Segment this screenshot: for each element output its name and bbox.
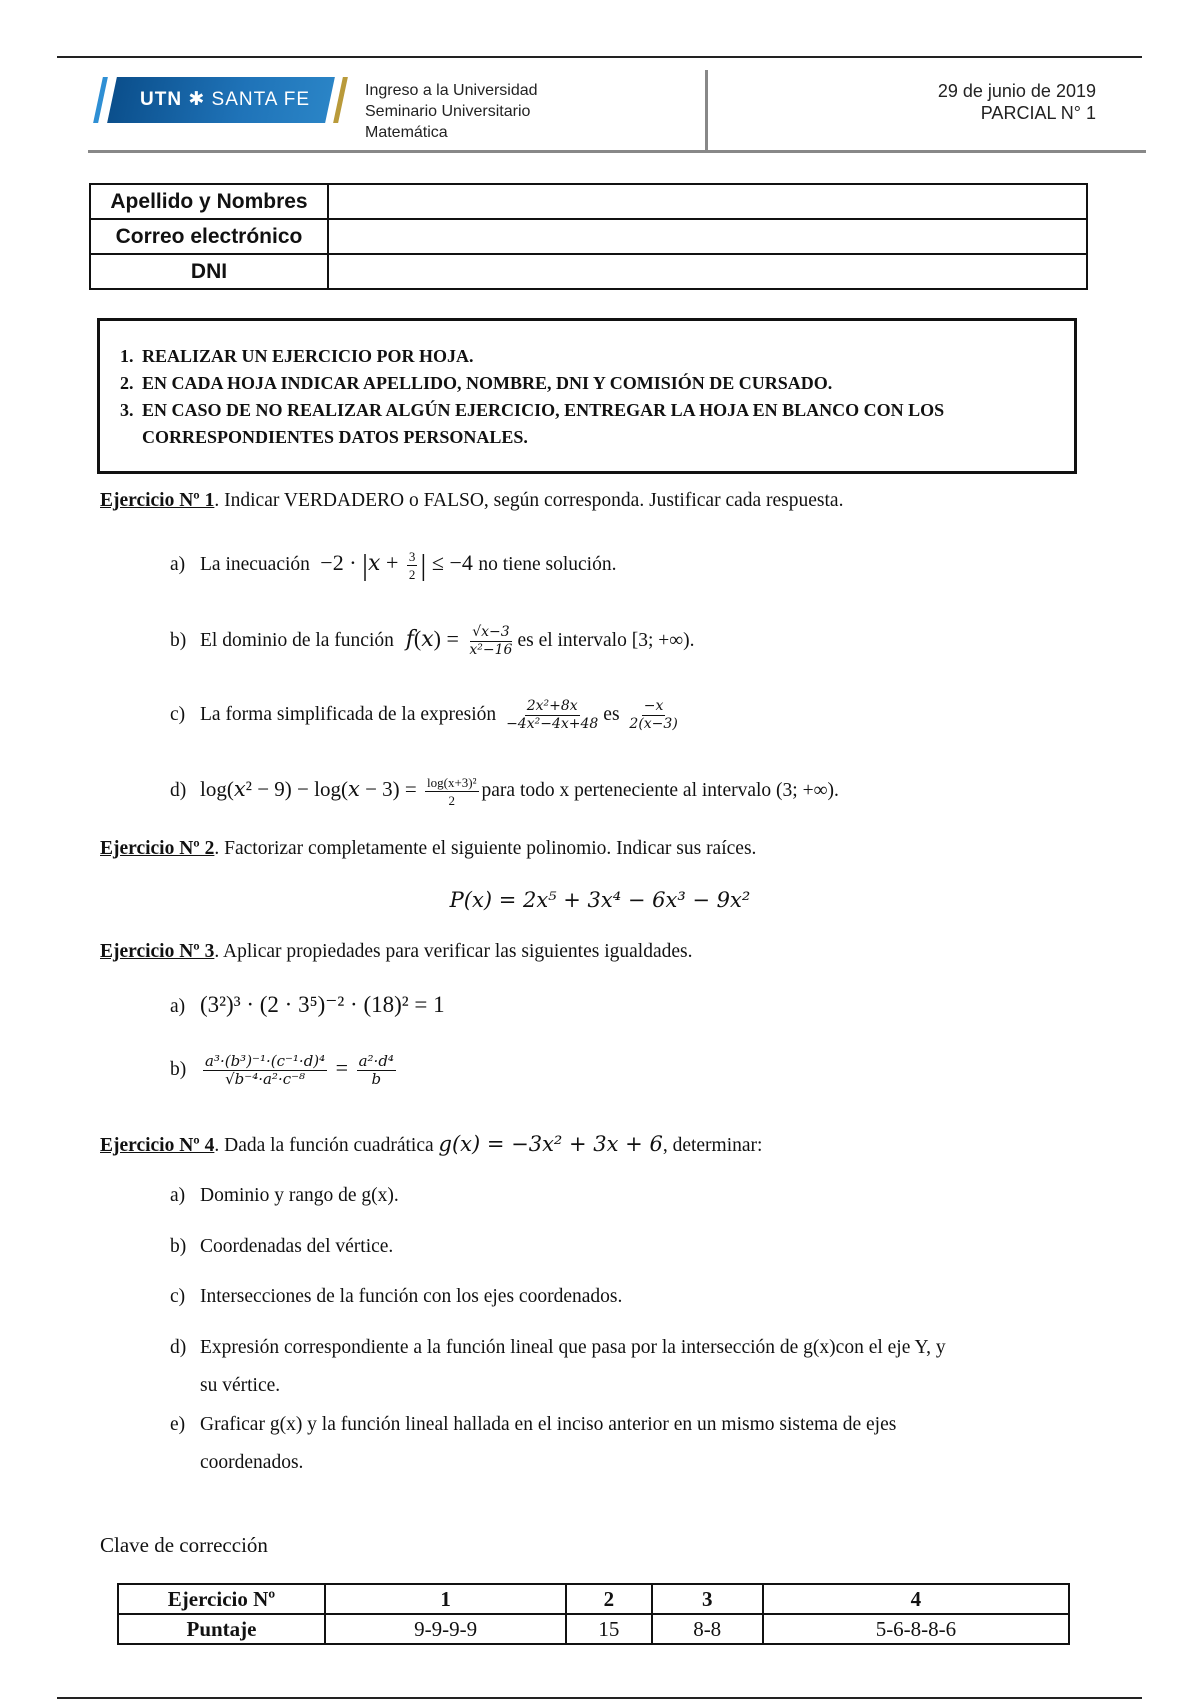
exercise-1a: a) La inecuación −2 · |x + $\frac{3}{2}$ | ≤ −4 no tiene solución. — [170, 548, 617, 582]
exercise-4b: b) Coordenadas del vértice. — [170, 1236, 394, 1257]
polynomial: P(x) = 2x⁵ + 3x⁴ − 6x³ − 9x² — [449, 888, 751, 912]
exercise-3b: b) $\frac{\text{a³·(b³)⁻¹·(c⁻¹·d)⁴}}{\text{√b⁻⁴·a²·c⁻⁸}}$ = $\frac{\text{a²·d⁴}}{b}$ — [170, 1052, 394, 1088]
table-row — [118, 1584, 1069, 1614]
exercise-4-heading: Ejercicio Nº 4. Dada la función cuadrática g(x) = −3x² + 3x + 6, determinar: — [100, 1132, 763, 1156]
header-course-info — [365, 80, 538, 143]
table-row — [118, 1614, 1069, 1644]
score-value: 5-6-8-8-6 — [763, 1614, 1069, 1644]
score-header: Puntaje — [118, 1614, 325, 1644]
exercise-1-heading: Ejercicio Nº 1. Indicar VERDADERO o FALSO, según corresponda. Justificar cada respuesta. — [100, 490, 844, 511]
top-rule — [57, 56, 1142, 58]
score-value: 15 — [566, 1614, 651, 1644]
exercise-4d: d) Expresión correspondiente a la función lineal que pasa por la intersección de g(x)con el eje Y, y — [170, 1337, 946, 1358]
header-date-block — [938, 80, 1096, 124]
dni-field[interactable] — [328, 254, 1087, 289]
header-line-2: Seminario Universitario — [365, 103, 531, 120]
header-line-3: Matemática — [365, 124, 448, 141]
instructions-box — [97, 318, 1077, 474]
exercise-3-heading: Ejercicio Nº 3. Aplicar propiedades para verificar las siguientes igualdades. — [100, 941, 693, 962]
score-header: Ejercicio Nº — [118, 1584, 325, 1614]
exercise-1c: c) La forma simplificada de la expresión $\frac{\text{2x²+8x}}{\text{−4x²−4x+48}}$ es $\frac{-x}{2(x-3)}$ — [170, 698, 678, 732]
student-data-table — [89, 183, 1088, 290]
instruction-item: 1. REALIZAR UN EJERCICIO POR HOJA. — [138, 343, 1056, 370]
exercise-2-heading: Ejercicio Nº 2. Factorizar completamente el siguiente polinomio. Indicar sus raíces. — [100, 838, 757, 859]
score-caption: Clave de corrección — [100, 1533, 268, 1557]
header-divider — [705, 70, 708, 150]
exam-name: PARCIAL N° 1 — [980, 103, 1096, 123]
field-label: Apellido y Nombres — [90, 184, 328, 219]
name-field[interactable] — [328, 184, 1087, 219]
score-table — [117, 1583, 1070, 1645]
score-value: 8-8 — [652, 1614, 763, 1644]
exercise-4d-cont: su vértice. — [200, 1375, 281, 1396]
table-row — [90, 184, 1087, 219]
exercise-number: 4 — [763, 1584, 1069, 1614]
exercise-4e-cont: coordenados. — [200, 1452, 304, 1473]
table-row — [90, 254, 1087, 289]
exam-date: 29 de junio de 2019 — [937, 81, 1096, 101]
exercise-number: 1 — [325, 1584, 566, 1614]
exercise-1b: b) El dominio de la función f(x) = $\frac{√x-3}{\text{x²−16}}$ es el intervalo [3; +∞). — [170, 624, 695, 658]
email-field[interactable] — [328, 219, 1087, 254]
instruction-item: 3. EN CASO DE NO REALIZAR ALGÚN EJERCICIO, ENTREGAR LA HOJA EN BLANCO CON LOS CORRESPONDIENTES DATOS PERSONALES. — [138, 397, 1056, 451]
exercise-4c: c) Intersecciones de la función con los ejes coordenados. — [170, 1286, 623, 1307]
table-row — [90, 219, 1087, 254]
header-rule — [88, 150, 1146, 153]
exercise-3a: a) (3²)³ · (2 · 3⁵)⁻² · (18)² = 1 — [170, 992, 445, 1017]
instruction-item: 2. EN CADA HOJA INDICAR APELLIDO, NOMBRE, DNI Y COMISIÓN DE CURSADO. — [138, 370, 1056, 397]
header-line-1: Ingreso a la Universidad — [365, 82, 538, 99]
exercise-number: 2 — [566, 1584, 651, 1614]
exercise-1d: d) log(x² − 9) − log(x − 3) = $\frac{\text{log(x+3)²}}{2}$ para todo x perteneciente al intervalo (3; +∞). — [170, 775, 839, 808]
exercise-4a: a) Dominio y rango de g(x). — [170, 1185, 399, 1206]
exercise-4e: e) Graficar g(x) y la función lineal hallada en el inciso anterior en un mismo sistema de ejes — [170, 1414, 897, 1435]
exercise-number: 3 — [652, 1584, 763, 1614]
bottom-rule — [57, 1697, 1142, 1699]
score-value: 9-9-9-9 — [325, 1614, 566, 1644]
utn-logo: UTN ✱ SANTA FE — [98, 77, 348, 123]
field-label: Correo electrónico — [90, 219, 328, 254]
field-label: DNI — [90, 254, 328, 289]
